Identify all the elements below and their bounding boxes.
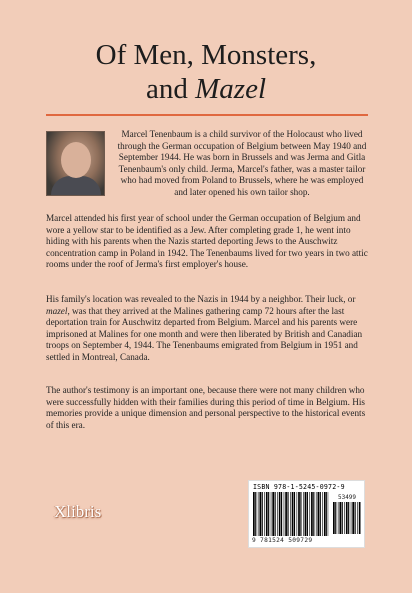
barcode-addon-number: 53499 [337, 494, 357, 501]
paragraph-4: The author's testimony is an important one, because there were not many children who were successfully hidden with their families during this period of time in Belgium. His memories provide a unique dimension and personal perspective to the historical events of this era. [46, 385, 366, 430]
paragraph-3-b: , was that they arrived at the Malines gathering camp 72 hours after the last deportation train for Auschwitz departed from Belgium. Marcel and his parents were imprisoned at Malines for one month and were then liberated by British and Canadian troops on September 4, 1944. The Tenenbaums emigrated from Belgium in 1951 and settled in Montreal, Canada. [46, 305, 363, 362]
title-line-1: Of Men, Monsters, [95, 39, 317, 71]
paragraph-3-italic: mazel [46, 305, 68, 316]
paragraph-2: Marcel attended his first year of school under the German occupation of Belgium and wore a yellow star to be identified as a Jew. After completing grade 1, he went into hiding with his parents when the Nazis started deporting Jews to the Auschwitz concentration camp in Poland in 1942. The Tenenbaums lived for two years in two attic rooms under the roof of Jerma's first employer's house. [46, 213, 368, 270]
title-italic-word: Mazel [195, 73, 266, 105]
author-photo-shirt [51, 176, 101, 195]
barcode-bars [253, 492, 329, 536]
author-photo-face [61, 142, 91, 178]
publisher-logo: Xlibris [54, 502, 102, 521]
title-line-2 [0, 72, 412, 106]
paragraph-3-a: His family's location was revealed to the Nazis in 1944 by a neighbor. Their luck, or [46, 294, 356, 304]
paragraph-1: Marcel Tenenbaum is a child survivor of the Holocaust who lived through the German occupation of Belgium between May 1940 and September 1944. He was born in Brussels and was Jerma and Gitla Tenenbaum's only child. Jerma, Marcel's father, was a master tailor who had moved from Poland to Brussels, where he was employed and later opened his own tailor shop. [117, 129, 367, 197]
barcode-ean-number: 9 781524 509729 [252, 537, 313, 544]
author-photo [46, 131, 105, 196]
paragraph-3 [46, 294, 368, 364]
title-line-2-prefix: and [146, 73, 196, 105]
title-divider [46, 114, 368, 116]
isbn-text: ISBN 978-1-5245-0972-9 [253, 483, 345, 491]
barcode-box [248, 480, 365, 548]
book-title [0, 38, 412, 106]
